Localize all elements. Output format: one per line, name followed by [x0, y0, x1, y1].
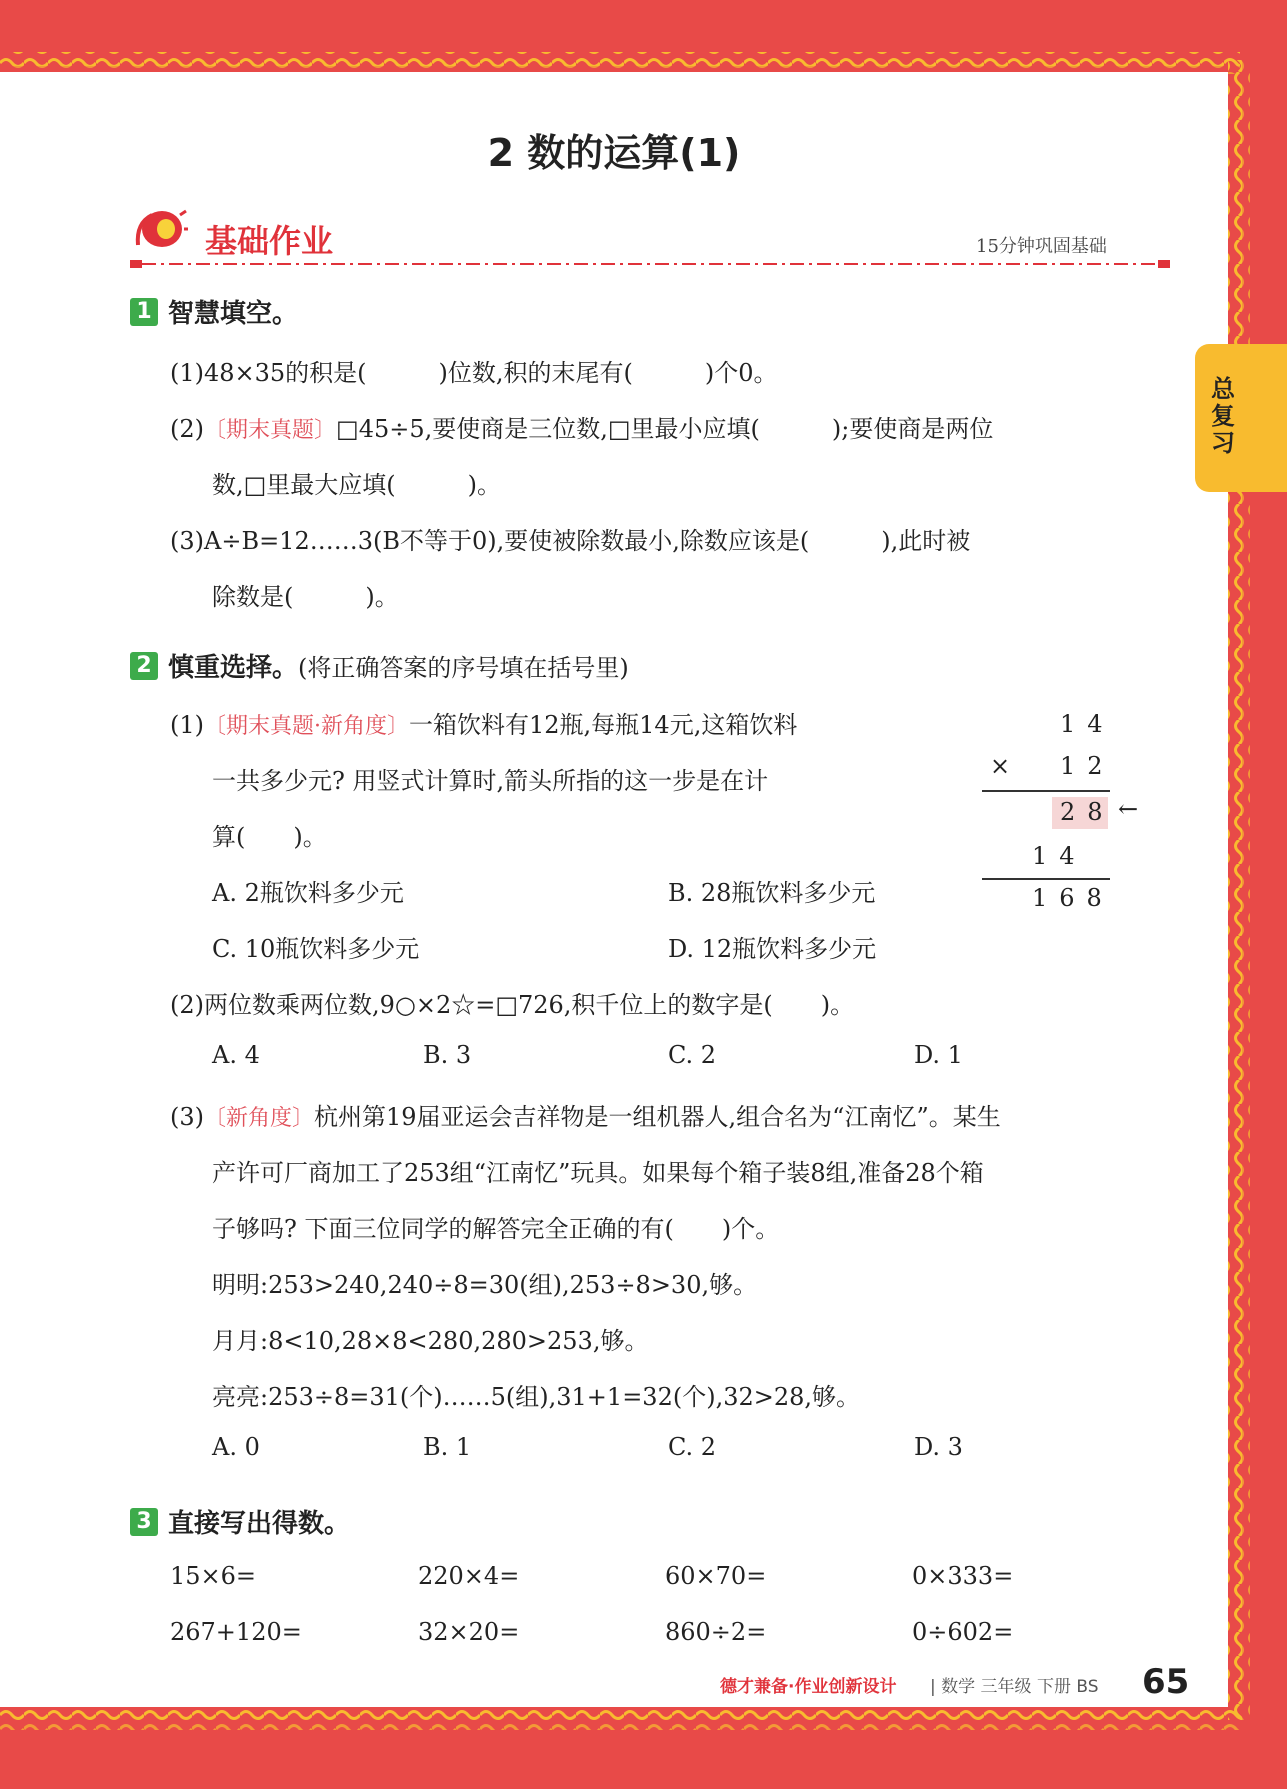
q3-r2-c3: 860÷2=	[665, 1618, 767, 1646]
q2-p2-option-c: C. 2	[668, 1041, 717, 1069]
q1-heading	[130, 293, 298, 330]
q3-r2-c4: 0÷602=	[912, 1618, 1014, 1646]
q3-heading	[130, 1503, 350, 1540]
q2-heading-note: (将正确答案的序号填在括号里)	[298, 654, 629, 682]
q1-number: 1	[130, 298, 158, 326]
q3-r2-c1: 267+120=	[170, 1618, 302, 1646]
vcalc-operator: ×	[990, 752, 1023, 780]
side-tab-label: 总复习	[1211, 375, 1235, 457]
arrow-left-icon: ←	[1118, 795, 1139, 823]
q2-p3-option-b: B. 1	[423, 1433, 472, 1461]
q3-r1-c4: 0×333=	[912, 1562, 1014, 1590]
vcalc-row-1: 14	[1060, 710, 1115, 738]
q1-heading-text: 智慧填空。	[168, 299, 299, 329]
q2-p2-option-a: A. 4	[212, 1041, 260, 1069]
q2-p2-option-d: D. 1	[914, 1041, 963, 1069]
q2-p2-option-b: B. 3	[423, 1041, 472, 1069]
vcalc-rule-2	[982, 878, 1110, 880]
section-label: 基础作业	[205, 222, 334, 260]
light-bulb-icon	[130, 205, 188, 257]
vcalc-row-2: 12	[1060, 752, 1115, 780]
q1-line-1: (1)48×35的积是( )位数,积的末尾有( )个0。	[170, 359, 778, 387]
q2-p3-option-d: D. 3	[914, 1433, 963, 1461]
q1-line-5: 除数是( )。	[212, 583, 399, 611]
footer-info: | 数学 三年级 下册 BS	[930, 1677, 1099, 1697]
footer-brand: 德才兼备·作业创新设计	[720, 1677, 897, 1697]
vcalc-row-3: 28	[1060, 798, 1115, 826]
q2-p1-text: 一箱饮料有12瓶,每瓶14元,这箱饮料	[409, 711, 798, 739]
q3-r1-c1: 15×6=	[170, 1562, 257, 1590]
vcalc-rule-1	[982, 790, 1110, 792]
q2-p3-line-5: 月月:8<10,28×8<280,280>253,够。	[212, 1327, 649, 1355]
q2-p1-line-3: 算( )。	[212, 823, 327, 851]
q2-p3-num: (3)	[170, 1103, 204, 1131]
q2-p1-num: (1)	[170, 711, 204, 739]
q2-p1-line-1	[170, 705, 797, 740]
q3-heading-text: 直接写出得数。	[168, 1509, 351, 1539]
vcalc-row-4: 14	[1032, 842, 1087, 870]
q1-line-2-num: (2)	[170, 415, 204, 443]
q2-p3-line-1	[170, 1097, 1001, 1132]
q2-p1-option-d: D. 12瓶饮料多少元	[668, 935, 877, 963]
q2-p3-text: 杭州第19届亚运会吉祥物是一组机器人,组合名为“江南忆”。某生	[314, 1103, 1001, 1131]
page-title: 2 数的运算(1)	[487, 131, 741, 175]
q1-line-4: (3)A÷B=12……3(B不等于0),要使被除数最小,除数应该是( ),此时被	[170, 527, 971, 555]
q3-r1-c3: 60×70=	[665, 1562, 767, 1590]
q3-r1-c2: 220×4=	[418, 1562, 520, 1590]
q1-line-2	[170, 409, 993, 444]
q2-number: 2	[130, 652, 158, 680]
q2-p1-tag: 〔期末真题·新角度〕	[204, 714, 409, 739]
q2-p3-line-3: 子够吗? 下面三位同学的解答完全正确的有( )个。	[212, 1215, 780, 1243]
q3-number: 3	[130, 1508, 158, 1536]
vcalc-row-5: 168	[1032, 884, 1114, 912]
q2-p1-option-b: B. 28瓶饮料多少元	[668, 879, 876, 907]
section-divider	[130, 258, 1170, 270]
page-number: 65	[1142, 1662, 1190, 1702]
q1-line-2-text: □45÷5,要使商是三位数,□里最小应填( );要使商是两位	[336, 415, 994, 443]
q2-p3-option-c: C. 2	[668, 1433, 717, 1461]
q2-p2-line: (2)两位数乘两位数,9○×2☆=□726,积千位上的数字是( )。	[170, 991, 855, 1019]
q2-p1-line-2: 一共多少元? 用竖式计算时,箭头所指的这一步是在计	[212, 767, 769, 795]
q2-p3-line-6: 亮亮:253÷8=31(个)……5(组),31+1=32(个),32>28,够。	[212, 1383, 861, 1411]
q2-heading-text: 慎重选择。	[168, 653, 299, 683]
section-hint: 15分钟巩固基础	[976, 236, 1107, 257]
q2-p3-tag: 〔新角度〕	[204, 1106, 315, 1131]
q1-line-3: 数,□里最大应填( )。	[212, 471, 502, 499]
q2-p3-option-a: A. 0	[212, 1433, 260, 1461]
q2-p1-option-a: A. 2瓶饮料多少元	[212, 879, 404, 907]
q2-p1-option-c: C. 10瓶饮料多少元	[212, 935, 420, 963]
q2-p3-line-2: 产许可厂商加工了253组“江南忆”玩具。如果每个箱子装8组,准备28个箱	[212, 1159, 984, 1187]
q1-line-2-tag: 〔期末真题〕	[204, 418, 337, 443]
q2-heading	[130, 647, 629, 684]
q3-r2-c2: 32×20=	[418, 1618, 520, 1646]
q2-p3-line-4: 明明:253>240,240÷8=30(组),253÷8>30,够。	[212, 1271, 758, 1299]
